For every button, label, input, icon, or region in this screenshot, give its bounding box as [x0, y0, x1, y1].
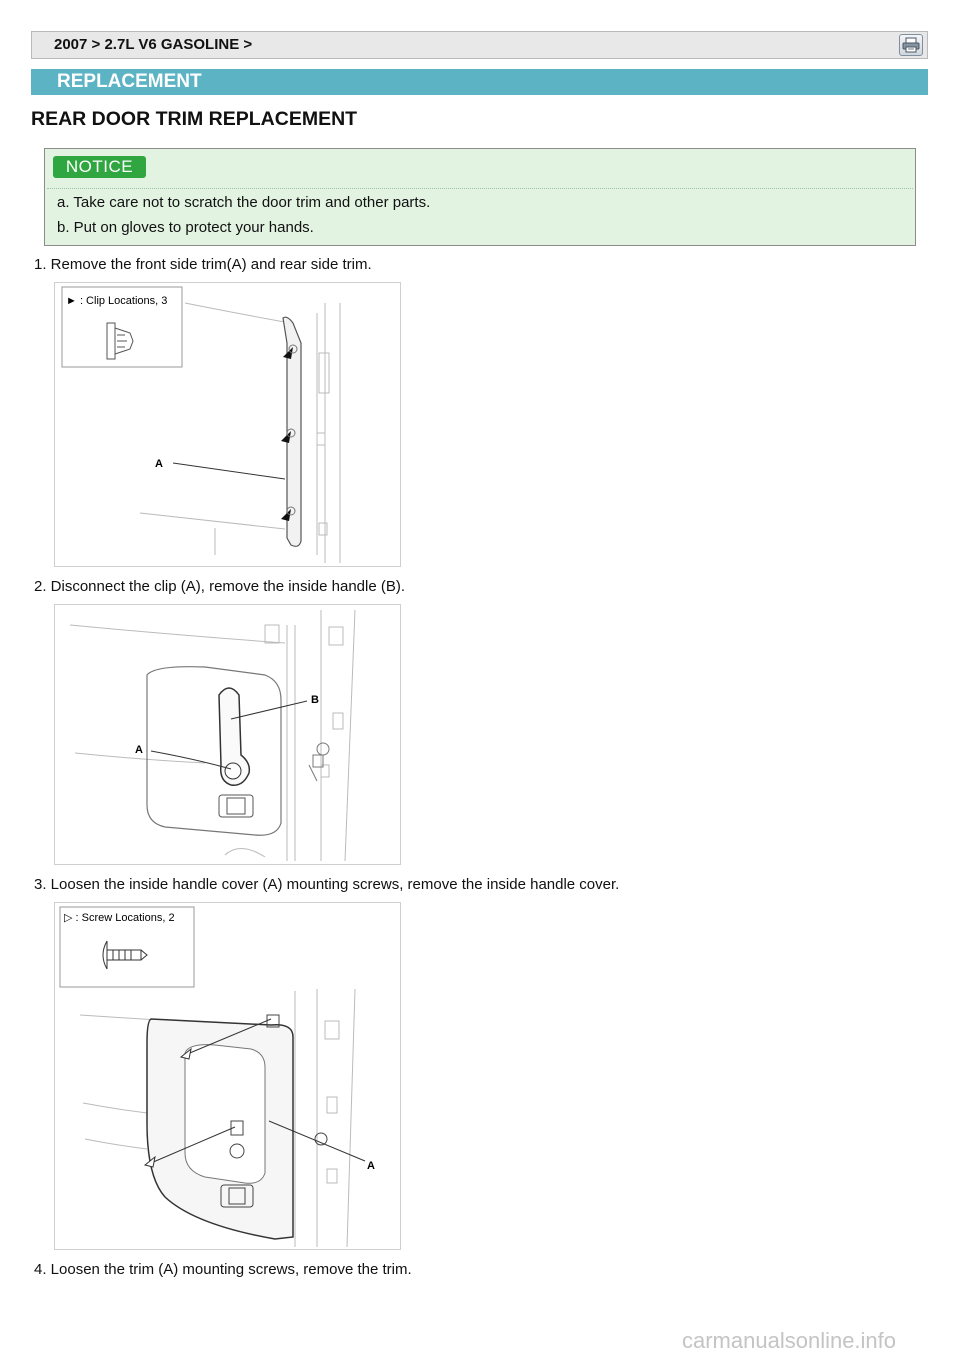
section-header: REPLACEMENT	[31, 69, 928, 95]
legend-screw-locations: ▷ : Screw Locations, 2	[64, 912, 175, 924]
step-1-text: 1. Remove the front side trim(A) and rear side trim.	[34, 256, 372, 273]
printer-icon	[902, 37, 920, 53]
label-a: A	[135, 744, 143, 756]
figure-inside-handle	[54, 604, 401, 865]
figure-front-side-trim	[54, 282, 401, 567]
door-outline	[70, 610, 355, 861]
leader-line-b	[231, 701, 307, 719]
notice-item: b. Put on gloves to protect your hands.	[57, 219, 314, 236]
breadcrumb	[31, 31, 928, 59]
label-b: B	[311, 694, 319, 706]
clip	[225, 763, 241, 779]
step-3-text: 3. Loosen the inside handle cover (A) mounting screws, remove the inside handle cover.	[34, 876, 620, 893]
notice-divider	[47, 188, 913, 189]
notice-badge: NOTICE	[53, 156, 146, 178]
label-a: A	[367, 1160, 375, 1172]
watermark: carmanualsonline.info	[682, 1328, 897, 1353]
legend-clip-locations: ► : Clip Locations, 3	[66, 295, 168, 307]
cover-opening	[185, 1045, 265, 1184]
step-4-text: 4. Loosen the trim (A) mounting screws, remove the trim.	[34, 1261, 412, 1278]
leader-line-a	[173, 463, 285, 479]
notice-item: a. Take care not to scratch the door trim and other parts.	[57, 194, 431, 211]
figure-inside-handle-cover	[54, 902, 401, 1250]
print-button[interactable]	[899, 34, 923, 56]
label-a: A	[155, 458, 163, 470]
notice-box	[44, 148, 916, 246]
step-2-text: 2. Disconnect the clip (A), remove the inside handle (B).	[34, 578, 406, 595]
breadcrumb-text: 2007 > 2.7L V6 GASOLINE >	[54, 36, 253, 53]
page-title: REAR DOOR TRIM REPLACEMENT	[31, 108, 358, 130]
handle-recess	[147, 667, 281, 836]
